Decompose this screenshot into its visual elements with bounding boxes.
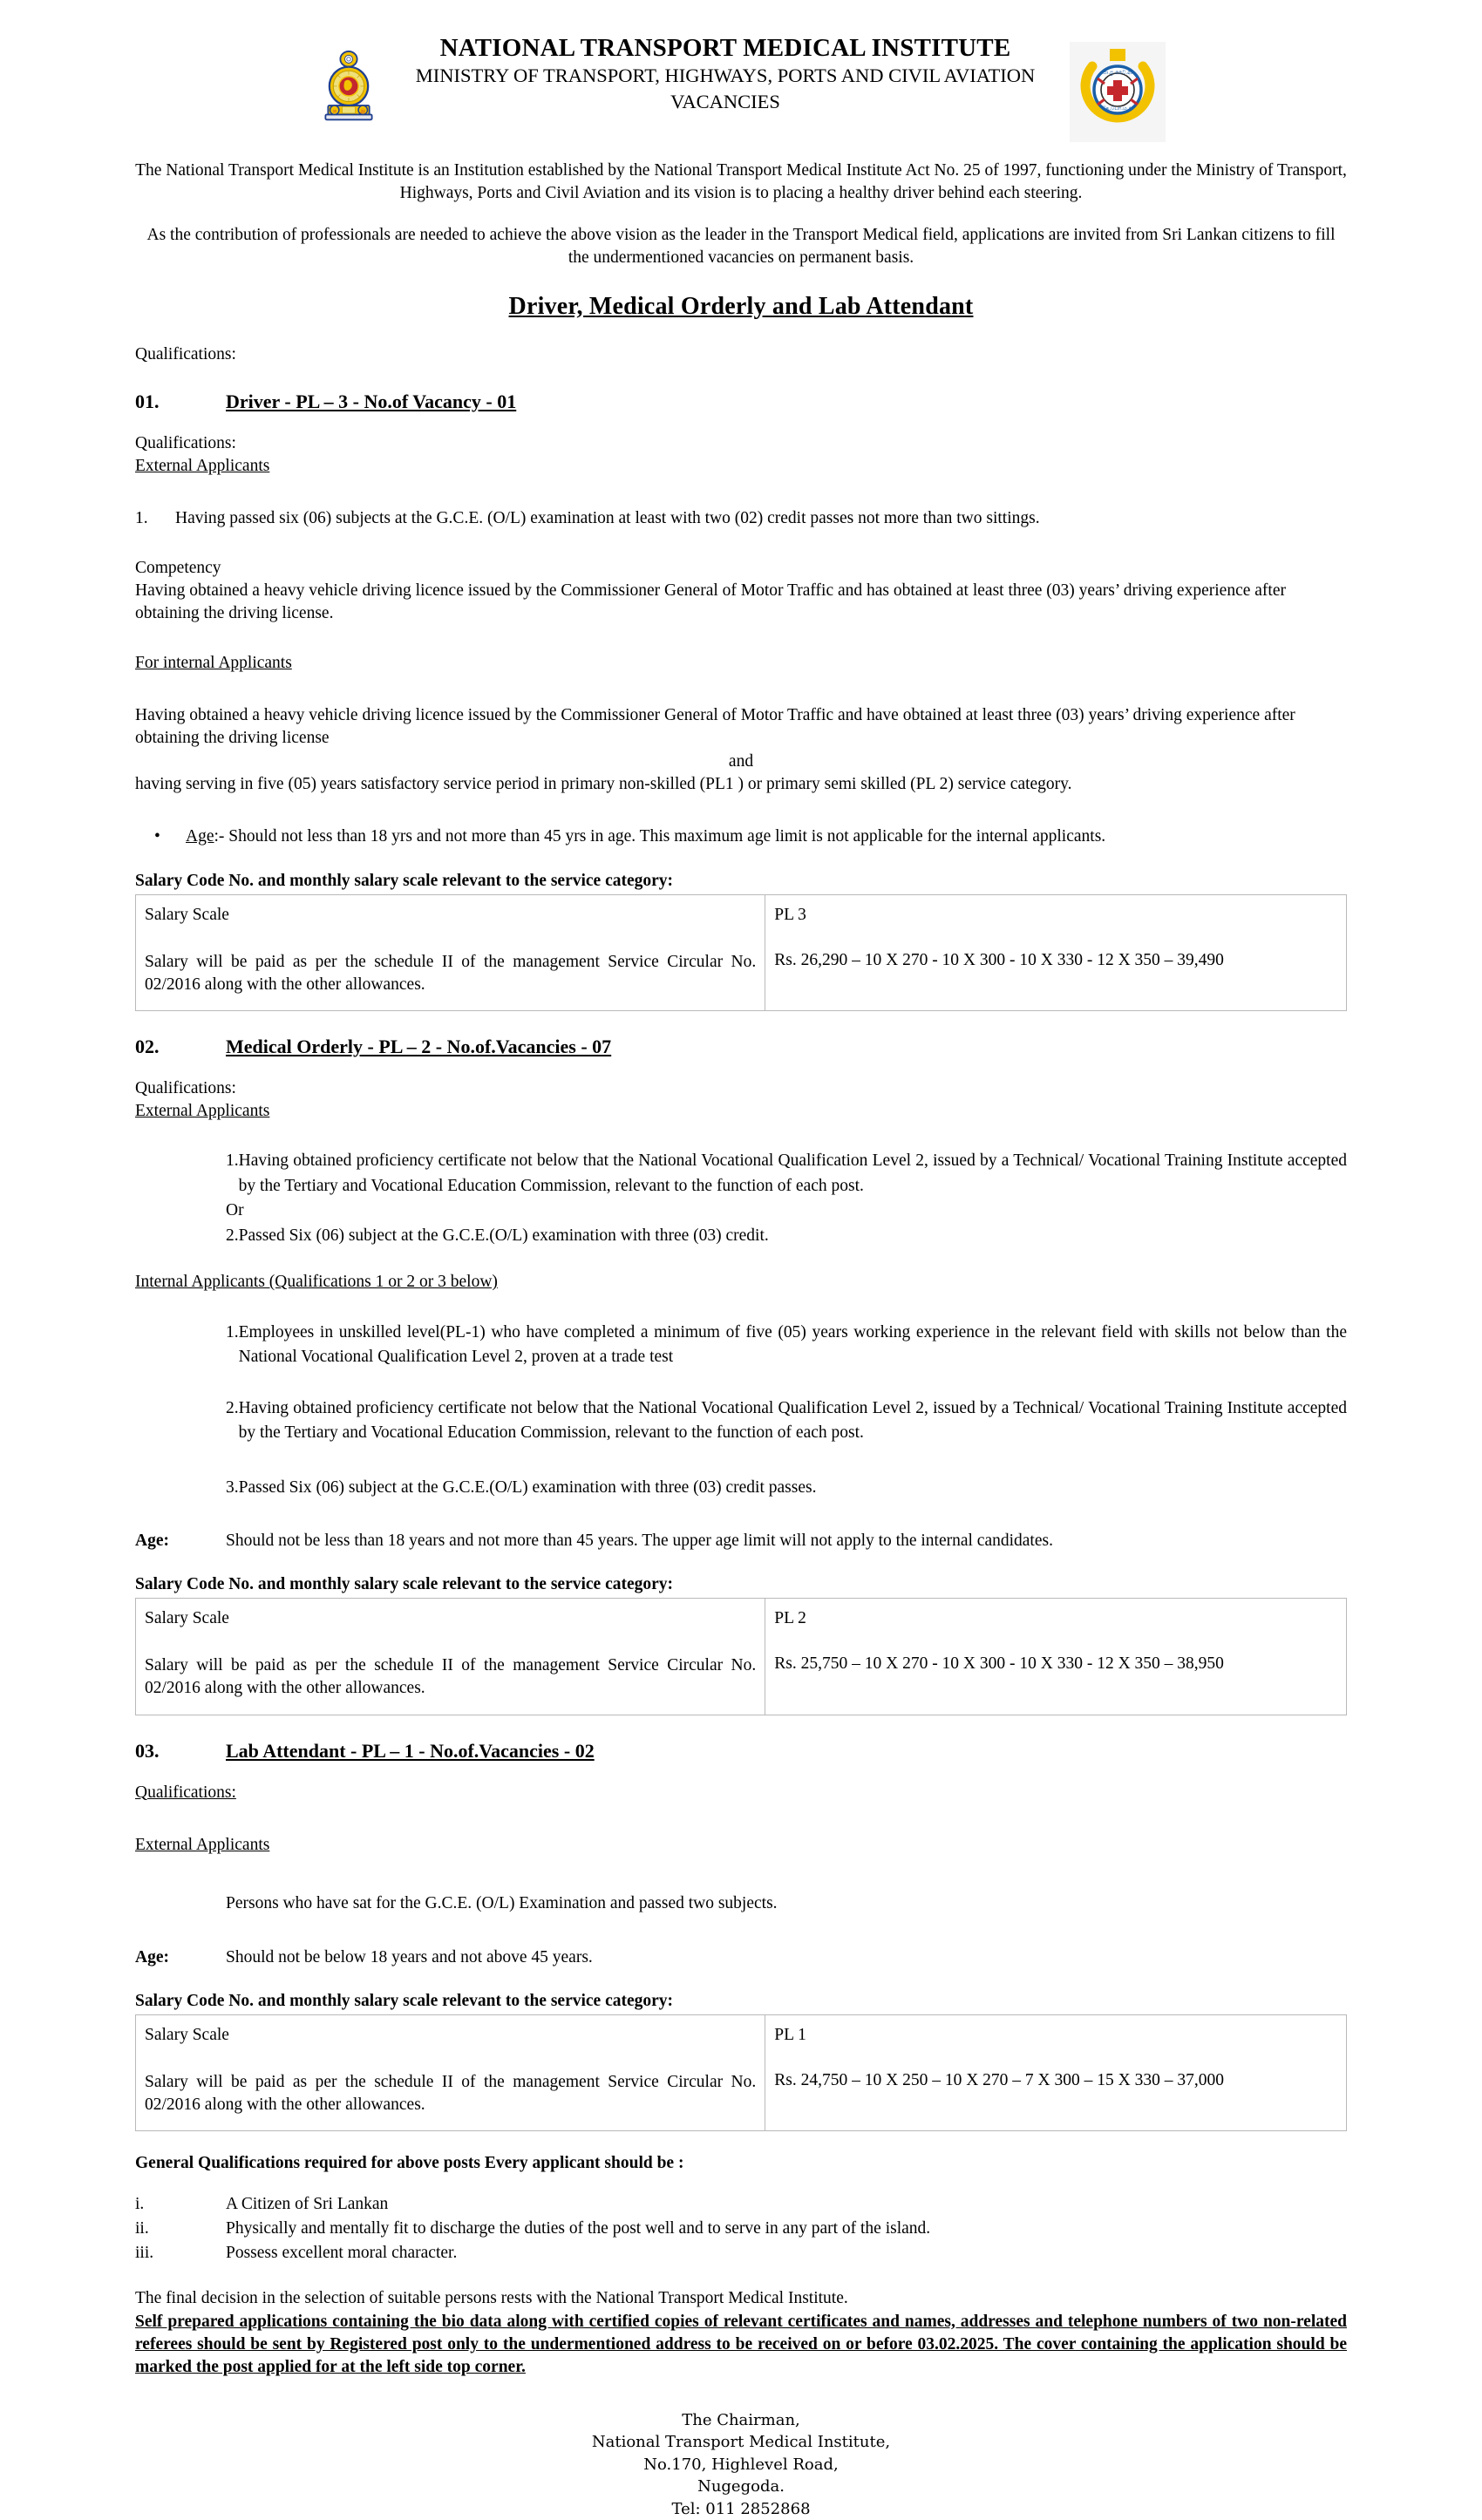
intro-paragraph-1: The National Transport Medical Institute is an Institution established by the National Transport Medical Institute Act No. 25 of 1997, functioning under the Ministry of Transport, Highways, Ports and Civil Aviation and its vision is to placing a healthy driver behind each steering. [135, 160, 1347, 205]
post1-external-item-1 [135, 507, 1347, 530]
address-line-street: No.170, Highlevel Road, [135, 2454, 1347, 2476]
qualifications-label-top: Qualifications: [135, 343, 1347, 366]
general-item-2 [135, 2217, 1347, 2241]
salary-range: Rs. 25,750 – 10 X 270 - 10 X 300 - 10 X 330 - 12 X 350 – 38,950 [774, 1654, 1337, 1674]
post1-age-bullet [135, 825, 1347, 848]
item-text: A Citizen of Sri Lankan [226, 2192, 388, 2217]
svg-text:ශ: ශ [332, 109, 336, 114]
salary-scale-cell [136, 894, 765, 1010]
age-value: :- Should not less than 18 yrs and not more than 45 yrs in age. This maximum age limit is not applicable for the internal applicants. [214, 827, 1106, 846]
header-titles [416, 33, 1036, 114]
item-number: iii. [135, 2241, 226, 2265]
item-text: Passed Six (06) subject at the G.C.E.(O/L) examination with three (03) credit passes. [239, 1476, 1347, 1500]
intro-paragraph-2: As the contribution of professionals are needed to achieve the above vision as the leader in the Transport Medical field, applications are invited from Sri Lankan citizens to fill the undermentioned vacancies on permanent basis. [135, 224, 1347, 269]
address-line-city: Nugegoda. [135, 2476, 1347, 2498]
or-connector: Or [226, 1199, 1347, 1223]
general-item-1 [135, 2192, 1347, 2217]
post2-internal-item-2 [135, 1396, 1347, 1446]
address-line-telephone: Tel: 011 2852868 [135, 2498, 1347, 2520]
post-heading-medical-orderly [135, 1036, 1347, 1058]
post-number-02: 02. [135, 1036, 226, 1058]
post1-competency-text: Having obtained a heavy vehicle driving licence issued by the Commissioner General of Motor Traffic and has obtained at least three (03) years’ driving experience after obtaining the driving license. [135, 580, 1347, 626]
spacer [135, 1199, 226, 1223]
item-text: Having passed six (06) subjects at the G.C.E. (O/L) examination at least with two (02) credit passes not more than two sittings. [175, 507, 1347, 530]
post2-external-item-2 [135, 1224, 1347, 1248]
post-number-03: 03. [135, 1740, 226, 1763]
salary-scale-label: Salary Scale [145, 906, 756, 925]
address-line-institute: National Transport Medical Institute, [135, 2431, 1347, 2454]
post2-age-row [135, 1530, 1347, 1552]
post1-external-applicants-label: External Applicants [135, 455, 1347, 478]
salary-range: Rs. 24,750 – 10 X 250 – 10 X 270 – 7 X 300 – 15 X 330 – 37,000 [774, 2071, 1337, 2090]
salary-scale-label: Salary Scale [145, 2026, 756, 2045]
post2-external-applicants-label: External Applicants [135, 1100, 1347, 1123]
post2-internal-applicants-label: Internal Applicants (Qualifications 1 or 2 or 3 below) [135, 1271, 1347, 1294]
ntmi-logo-icon [1070, 42, 1166, 142]
post2-qualifications-label: Qualifications: [135, 1077, 1347, 1100]
item-number: 1. [135, 1149, 239, 1199]
post3-salary-code-label: Salary Code No. and monthly salary scale relevant to the service category: [135, 1992, 1347, 2011]
age-label: Age: [135, 1530, 226, 1552]
post3-age-row [135, 1946, 1347, 1969]
item-number: 1. [135, 1321, 239, 1370]
salary-note: Salary will be paid as per the schedule II of the management Service Circular No. 02/2016 along with the other allowances. [145, 1654, 756, 1700]
age-value: Should not be less than 18 years and not more than 45 years. The upper age limit will not apply to the internal candidates. [226, 1530, 1053, 1552]
salary-value-cell [765, 2014, 1347, 2130]
post-title-03: Lab Attendant - PL – 1 - No.of.Vacancies - 02 [226, 1740, 595, 1763]
post2-salary-table [135, 1598, 1347, 1715]
age-bullet-text [186, 825, 1105, 848]
spacer [135, 1892, 226, 1916]
item-text: Passed Six (06) subject at the G.C.E.(O/L) examination with three (03) credit. [239, 1224, 1347, 1248]
item-text: Having obtained proficiency certificate not below that the National Vocational Qualification Level 2, issued by a Technical/ Vocational Training Institute accepted by the Tertiary and Vocational Education Commission, relevant to the function of each post. [239, 1396, 1347, 1446]
item-number: 1. [135, 507, 175, 530]
general-item-3 [135, 2241, 1347, 2265]
post1-competency-label: Competency [135, 557, 1347, 580]
salary-range: Rs. 26,290 – 10 X 270 - 10 X 300 - 10 X 330 - 12 X 350 – 39,490 [774, 951, 1337, 970]
post2-external-or [135, 1199, 1347, 1223]
salary-scale-cell [136, 1599, 765, 1715]
salary-value-cell [765, 894, 1347, 1010]
document-header [0, 24, 1482, 146]
bullet-icon: • [135, 825, 186, 848]
post1-internal-text: Having obtained a heavy vehicle driving licence issued by the Commissioner General of Motor Traffic and have obtained at least three (03) years’ driving experience after obtaining the driving license [135, 704, 1347, 751]
salary-code: PL 2 [774, 1609, 1337, 1628]
salary-scale-cell [136, 2014, 765, 2130]
salary-code: PL 3 [774, 906, 1337, 925]
salary-code: PL 1 [774, 2026, 1337, 2045]
post-title-01: Driver - PL – 3 - No.of Vacancy - 01 [226, 391, 516, 413]
organisation-name: NATIONAL TRANSPORT MEDICAL INSTITUTE [416, 33, 1036, 64]
post3-salary-table [135, 2014, 1347, 2131]
item-number: ii. [135, 2217, 226, 2241]
age-value: Should not be below 18 years and not above 45 years. [226, 1946, 593, 1969]
post3-qualifications-label: Qualifications: [135, 1782, 1347, 1804]
post1-internal-applicants-label: For internal Applicants [135, 652, 1347, 675]
address-line-chairman: The Chairman, [135, 2409, 1347, 2432]
sri-lanka-national-emblem-icon [316, 49, 381, 127]
post3-external-text-row [135, 1892, 1347, 1916]
table-row [136, 894, 1347, 1010]
post1-salary-code-label: Salary Code No. and monthly salary scale relevant to the service category: [135, 872, 1347, 891]
final-decision-text: The final decision in the selection of suitable persons rests with the National Transport Medical Institute. [135, 2287, 1347, 2310]
item-text: Having obtained proficiency certificate not below that the National Vocational Qualification Level 2, issued by a Technical/ Vocational Training Institute accepted by the Tertiary and Vocational Education Commission, relevant to the function of each post. [239, 1149, 1347, 1199]
post-heading-driver [135, 391, 1347, 413]
salary-note: Salary will be paid as per the schedule II of the management Service Circular No. 02/2016 along with the other allowances. [145, 951, 756, 996]
age-label: Age: [135, 1946, 226, 1969]
item-text: Employees in unskilled level(PL-1) who have completed a minimum of five (05) years working experience in the relevant field with skills not below than the National Vocational Qualification Level 2, proven at a trade test [239, 1321, 1347, 1370]
item-text: Possess excellent moral character. [226, 2241, 457, 2265]
age-label: Age [186, 827, 214, 846]
svg-text:ජා.ප්‍ර.වෛ.ආ: ජා.ප්‍ර.වෛ.ආ [1103, 70, 1132, 77]
item-number: 2. [135, 1224, 239, 1248]
salary-scale-label: Salary Scale [145, 1609, 756, 1628]
post-number-01: 01. [135, 391, 226, 413]
vacancies-heading: VACANCIES [416, 89, 1036, 114]
general-qualifications-heading: General Qualifications required for above posts Every applicant should be : [135, 2154, 1347, 2173]
item-number: 3. [135, 1476, 239, 1500]
post-heading-lab-attendant [135, 1740, 1347, 1763]
post3-external-applicants-label: External Applicants [135, 1834, 1347, 1857]
post1-salary-table [135, 894, 1347, 1011]
item-text: Persons who have sat for the G.C.E. (O/L) Examination and passed two subjects. [226, 1892, 1347, 1916]
post2-internal-item-1 [135, 1321, 1347, 1370]
post2-internal-item-3 [135, 1476, 1347, 1500]
application-instructions: Self prepared applications containing the bio data along with certified copies of relevant certificates and names, addresses and telephone numbers of two non-related referees should be sent by Registered post only to the undermentioned address to be received on or before 03.02.2025. The cover containing the application should be marked the post applied for at the left side top corner. [135, 2311, 1347, 2380]
contact-address-block [135, 2409, 1347, 2520]
salary-note: Salary will be paid as per the schedule II of the management Service Circular No. 02/2016 along with the other allowances. [145, 2071, 756, 2116]
item-text: Physically and mentally fit to discharge the duties of the post well and to serve in any part of the island. [226, 2217, 930, 2241]
table-row [136, 1599, 1347, 1715]
post2-external-item-1 [135, 1149, 1347, 1199]
post1-and-connector: and [135, 751, 1347, 773]
ministry-name: MINISTRY OF TRANSPORT, HIGHWAYS, PORTS AND CIVIL AVIATION [416, 64, 1036, 88]
post1-internal-text-2: having serving in five (05) years satisfactory service period in primary non-skilled (PL1 ) or primary semi skilled (PL 2) service category. [135, 773, 1347, 796]
item-number: 2. [135, 1396, 239, 1446]
post-title-02: Medical Orderly - PL – 2 - No.of.Vacancies - 07 [226, 1036, 611, 1058]
item-number: i. [135, 2192, 226, 2217]
post2-salary-code-label: Salary Code No. and monthly salary scale relevant to the service category: [135, 1575, 1347, 1594]
post1-qualifications-label: Qualifications: [135, 432, 1347, 455]
page-title: Driver, Medical Orderly and Lab Attendant [135, 293, 1347, 321]
table-row [136, 2014, 1347, 2130]
svg-text:தே.போ.ம.நி: தே.போ.ம.நி [1102, 105, 1133, 112]
salary-value-cell [765, 1599, 1347, 1715]
svg-text:இ: இ [360, 108, 365, 114]
